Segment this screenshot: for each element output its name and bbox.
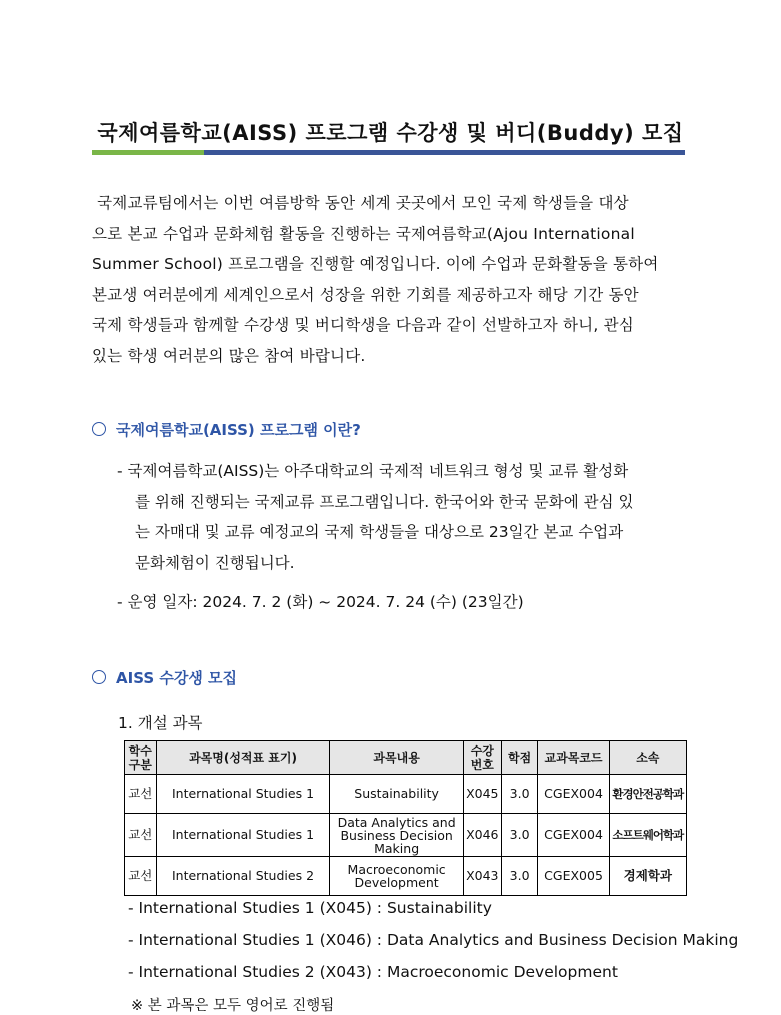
cell-name: International Studies 1 (156, 775, 330, 814)
section-heading-text: 국제여름학교(AISS) 프로그램 이란? (116, 421, 361, 439)
page-title: 국제여름학교(AISS) 프로그램 수강생 및 버디(Buddy) 모집 (97, 121, 684, 145)
table-row (125, 775, 687, 814)
cell-num: X043 (463, 857, 501, 896)
course-bullet: - International Studies 1 (X046) : Data Analytics and Business Decision Making (128, 931, 739, 949)
header-name: 과목명(성적표 표기) (156, 741, 330, 775)
description-line: 를 위해 진행되는 국제교류 프로그램입니다. 한국어와 한국 문화에 관심 있 (135, 492, 634, 511)
description-line: 는 자매대 및 교류 예정교의 국제 학생들을 대상으로 23일간 본교 수업과 (135, 523, 624, 541)
cell-code: CGEX004 (538, 814, 609, 857)
intro-line: 국제교류팀에서는 이번 여름방학 동안 세계 곳곳에서 모인 국제 학생들을 대상 (92, 194, 629, 212)
intro-line: 본교생 여러분에게 세계인으로서 성장을 위한 기회를 제공하고자 해당 기간 동안 (92, 285, 639, 304)
table-row (125, 814, 687, 857)
header-content: 과목내용 (330, 741, 463, 775)
title-underline-green (92, 150, 204, 155)
cell-dept: 환경안전공학과 (609, 775, 686, 814)
intro-line: 으로 본교 수업과 문화체험 활동을 진행하는 국제여름학교(Ajou International (92, 224, 635, 243)
cell-name: International Studies 1 (156, 814, 330, 857)
cell-type: 교선 (125, 814, 157, 857)
course-bullet: - International Studies 1 (X045) : Sustainability (128, 899, 492, 917)
cell-credit: 3.0 (501, 775, 538, 814)
intro-line: Summer School) 프로그램을 진행할 예정입니다. 이에 수업과 문화활동을 통하여 (92, 255, 659, 273)
description-line: 문화체험이 진행됩니다. (135, 553, 295, 572)
section-heading-recruitment (92, 667, 237, 688)
cell-dept: 경제학과 (609, 857, 686, 896)
header-type: 학수 구분 (125, 741, 157, 775)
table-row (125, 857, 687, 896)
intro-line: 국제 학생들과 함께할 수강생 및 버디학생을 다음과 같이 선발하고자 하니, 관심 (92, 316, 634, 334)
language-note: ※ 본 과목은 모두 영어로 진행됨 (131, 998, 335, 1014)
cell-code: CGEX005 (538, 857, 609, 896)
course-table (124, 740, 687, 896)
cell-type: 교선 (125, 775, 157, 814)
cell-type: 교선 (125, 857, 157, 896)
cell-content: Macroeconomic Development (330, 857, 463, 896)
intro-line: 있는 학생 여러분의 많은 참여 바랍니다. (92, 346, 366, 365)
circle-bullet-icon (92, 670, 106, 684)
program-description (117, 456, 692, 578)
course-bullet: - International Studies 2 (X043) : Macroeconomic Development (128, 963, 618, 981)
section-heading-text: AISS 수강생 모집 (116, 669, 238, 687)
header-code: 교과목코드 (538, 741, 609, 775)
intro-paragraph (92, 188, 692, 371)
cell-code: CGEX004 (538, 775, 609, 814)
header-credit: 학점 (501, 741, 538, 775)
cell-num: X046 (463, 814, 501, 857)
cell-num: X045 (463, 775, 501, 814)
cell-credit: 3.0 (501, 857, 538, 896)
section-heading-aiss-program (92, 419, 361, 440)
header-num: 수강 번호 (463, 741, 501, 775)
cell-name: International Studies 2 (156, 857, 330, 896)
operation-period: - 운영 일자: 2024. 7. 2 (화) ~ 2024. 7. 24 (수) (23일간) (117, 593, 524, 611)
cell-content: Sustainability (330, 775, 463, 814)
title-underline-blue (204, 150, 685, 155)
table-header-row (125, 741, 687, 775)
subheading-courses: 1. 개설 과목 (118, 714, 203, 732)
header-dept: 소속 (609, 741, 686, 775)
circle-bullet-icon (92, 422, 106, 436)
cell-content: Data Analytics and Business Decision Making (330, 814, 463, 857)
cell-dept: 소프트웨어학과 (609, 814, 686, 857)
description-line: - 국제여름학교(AISS)는 아주대학교의 국제적 네트워크 형성 및 교류 활성화 (117, 462, 629, 480)
cell-credit: 3.0 (501, 814, 538, 857)
